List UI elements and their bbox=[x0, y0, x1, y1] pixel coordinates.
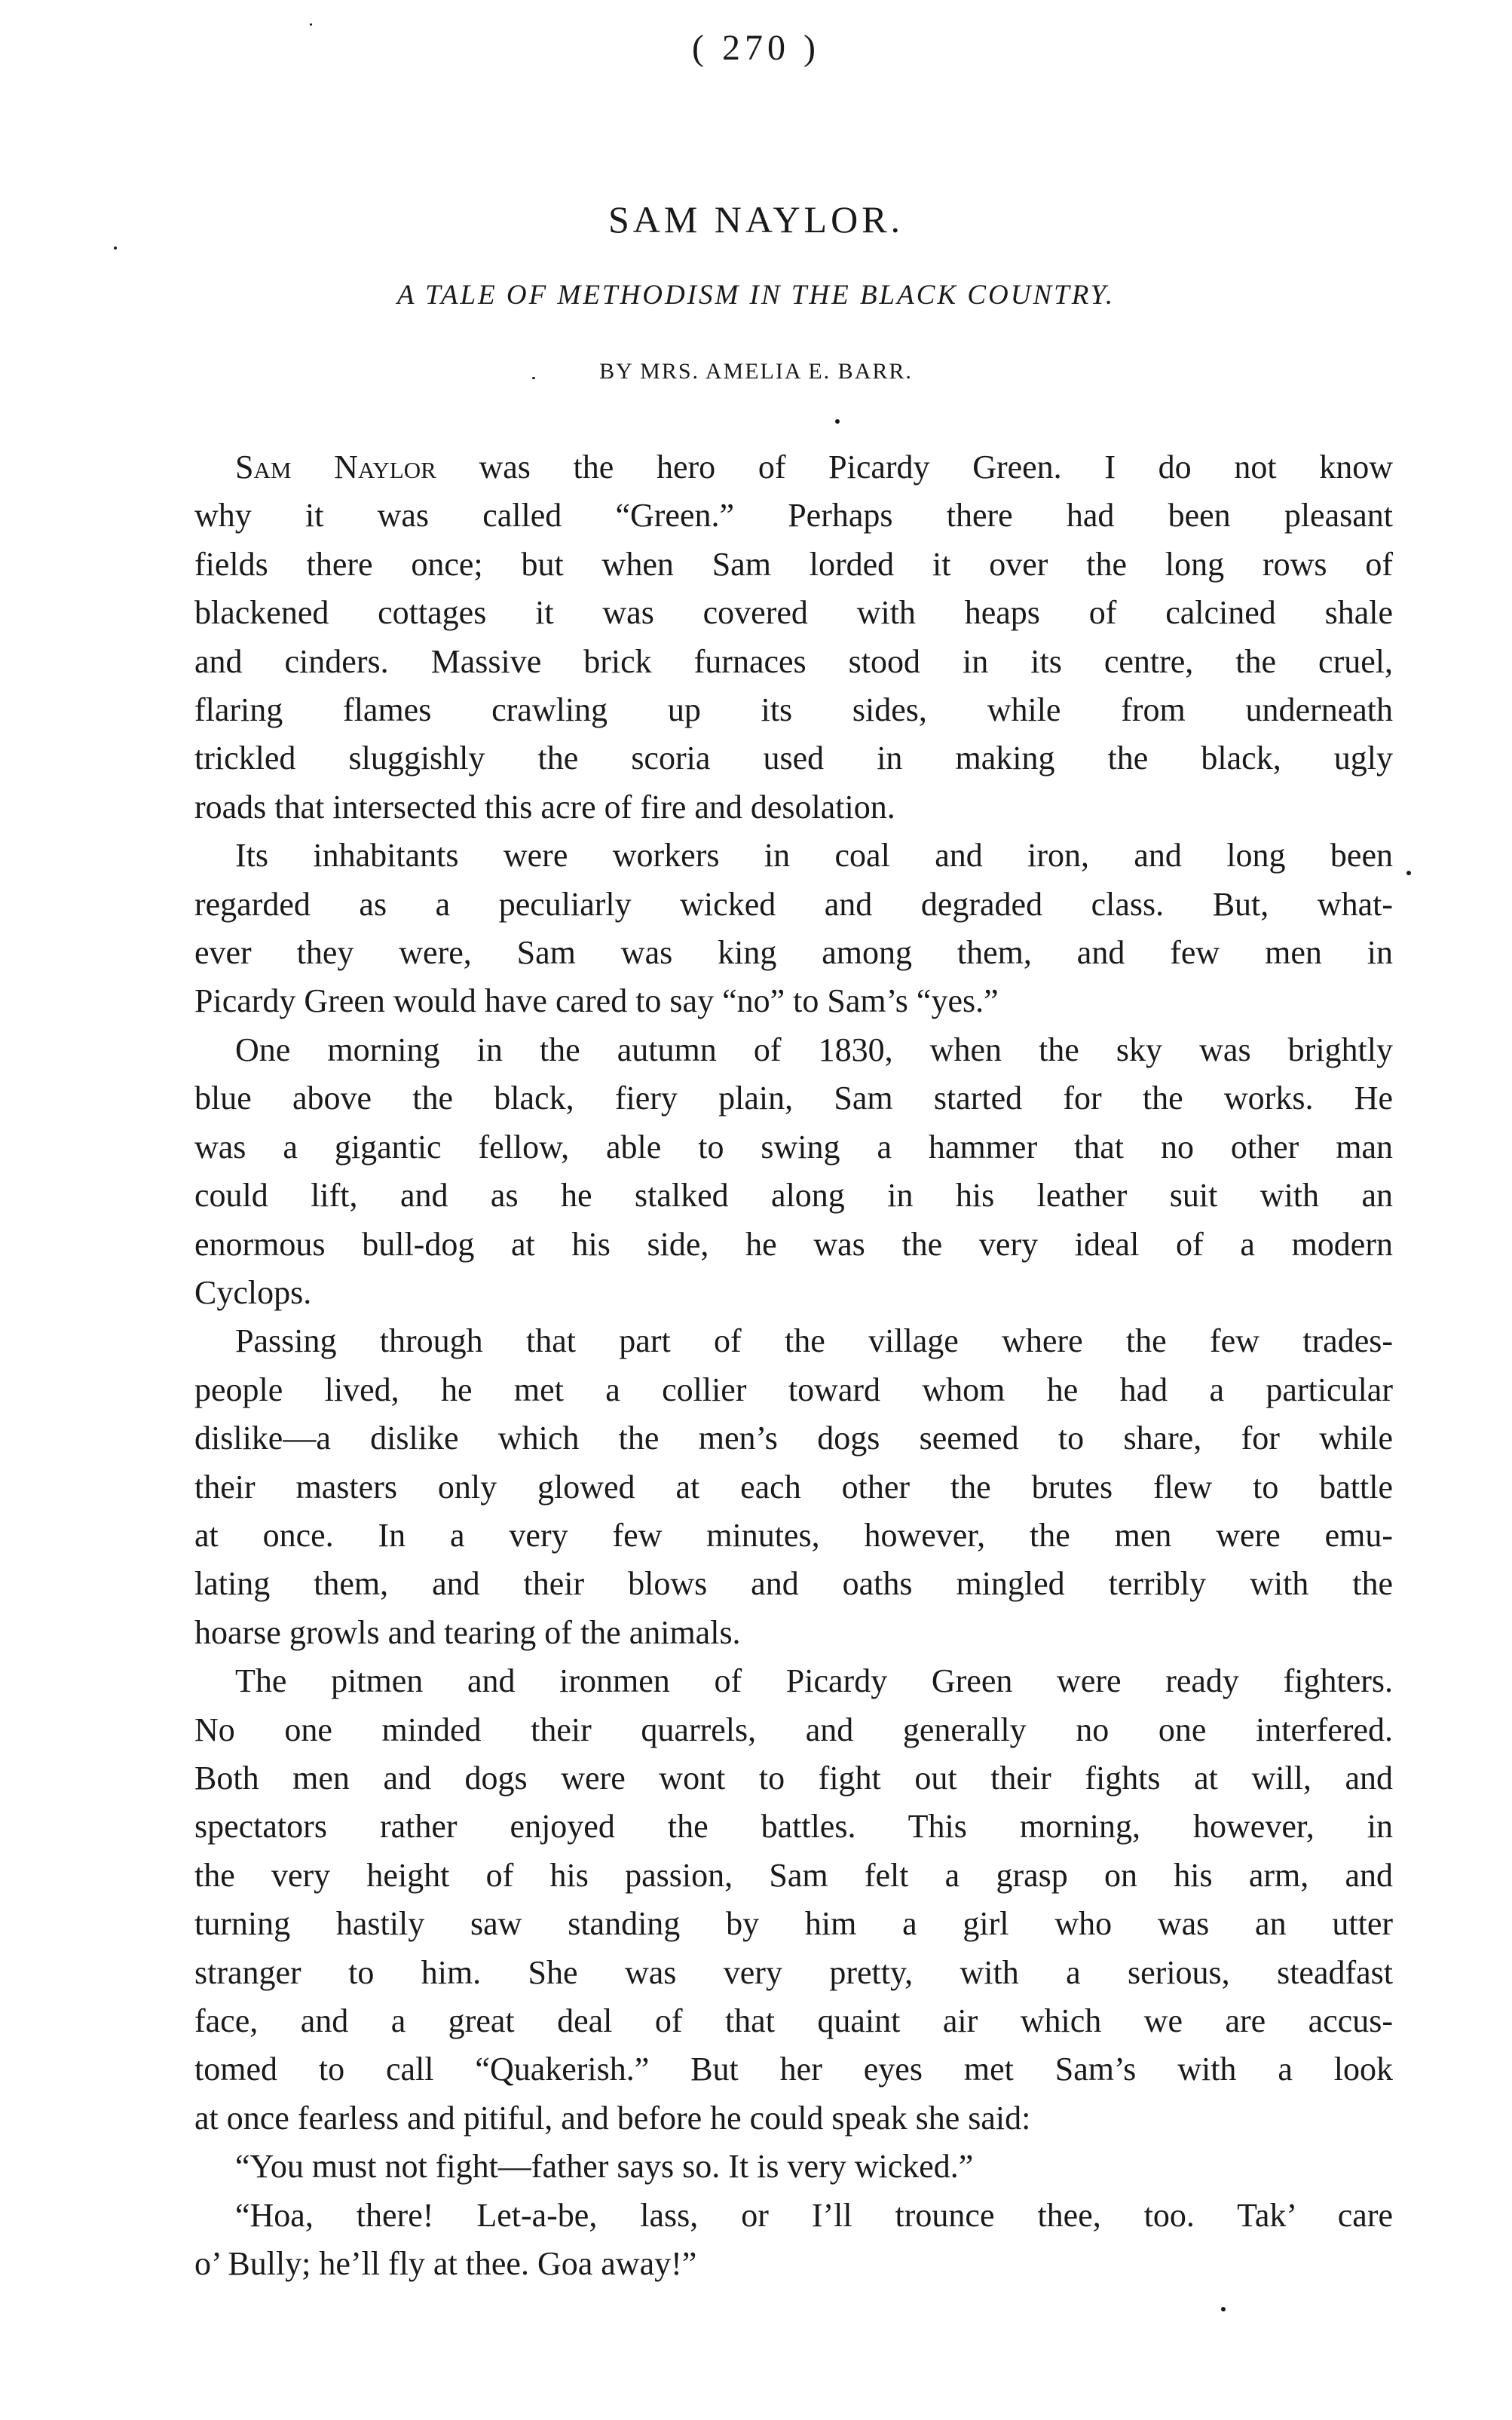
body-line: Passing through that part of the village where the few trades- bbox=[235, 1322, 1393, 1360]
body-line: their masters only glowed at each other the brutes flew to battle bbox=[194, 1468, 1393, 1506]
scan-speck bbox=[1221, 2307, 1226, 2311]
page-number: ( 270 ) bbox=[692, 28, 820, 68]
body-line: at once fearless and pitiful, and before he could speak she said: bbox=[194, 2099, 1031, 2137]
body-line: “Hoa, there! Let-a-be, lass, or I’ll trounce thee, too. Tak’ care bbox=[235, 2196, 1393, 2234]
body-line: spectators rather enjoyed the battles. This morning, however, in bbox=[194, 1808, 1393, 1846]
body-line: One morning in the autumn of 1830, when the sky was brightly bbox=[235, 1031, 1393, 1068]
body-line: enormous bull-dog at his side, he was the very ideal of a modern bbox=[194, 1225, 1393, 1263]
body-line: people lived, he met a collier toward whom he had a particular bbox=[194, 1371, 1393, 1408]
body-line: turning hastily saw standing by him a girl who was an utter bbox=[194, 1905, 1393, 1943]
article-body bbox=[194, 443, 1393, 2288]
body-line bbox=[194, 443, 1393, 492]
body-line: dislike—a dislike which the men’s dogs seemed to share, for while bbox=[194, 1420, 1393, 1457]
body-line: stranger to him. She was very pretty, with a serious, steadfast bbox=[194, 1953, 1393, 1991]
body-line-text: was the hero of Picardy Green. I do not know bbox=[436, 449, 1393, 486]
body-line: and cinders. Massive brick furnaces stood in its centre, the cruel, bbox=[194, 642, 1393, 680]
body-line: blue above the black, fiery plain, Sam started for the works. He bbox=[194, 1080, 1393, 1117]
body-line: the very height of his passion, Sam felt a grasp on his arm, and bbox=[194, 1856, 1393, 1894]
body-line: Picardy Green would have cared to say “no” to Sam’s “yes.” bbox=[194, 982, 999, 1020]
body-line: flaring flames crawling up its sides, while from underneath bbox=[194, 691, 1393, 729]
body-line: trickled sluggishly the scoria used in making the black, ugly bbox=[194, 740, 1393, 777]
body-line: regarded as a peculiarly wicked and degraded class. But, what- bbox=[194, 885, 1393, 923]
scan-speck bbox=[114, 247, 117, 250]
scan-speck bbox=[532, 377, 535, 379]
body-line: The pitmen and ironmen of Picardy Green were ready fighters. bbox=[235, 1662, 1393, 1700]
body-line: o’ Bully; he’ll fly at thee. Goa away!” bbox=[194, 2245, 697, 2283]
body-line: blackened cottages it was covered with heaps of calcined shale bbox=[194, 594, 1393, 632]
body-line: why it was called “Green.” Perhaps there had been pleasant bbox=[194, 497, 1393, 535]
body-line: Both men and dogs were wont to fight out their fights at will, and bbox=[194, 1759, 1393, 1797]
body-line: Cyclops. bbox=[194, 1273, 312, 1311]
body-line: Its inhabitants were workers in coal and iron, and long been bbox=[235, 837, 1393, 875]
body-line: was a gigantic fellow, able to swing a hammer that no other man bbox=[194, 1128, 1393, 1166]
scan-speck bbox=[310, 23, 312, 26]
article-byline: BY MRS. AMELIA E. BARR. bbox=[599, 359, 913, 384]
opening-name: Sam Naylor bbox=[235, 449, 436, 486]
body-line: could lift, and as he stalked along in his leather suit with an bbox=[194, 1177, 1393, 1215]
body-line: No one minded their quarrels, and generally no one interfered. bbox=[194, 1711, 1393, 1748]
body-line: hoarse growls and tearing of the animals. bbox=[194, 1613, 741, 1651]
body-line: tomed to call “Quakerish.” But her eyes met Sam’s with a look bbox=[194, 2051, 1393, 2088]
scan-speck bbox=[1406, 871, 1411, 875]
body-line: fields there once; but when Sam lorded it over the long rows of bbox=[194, 545, 1393, 583]
body-line: face, and a great deal of that quaint air which we are accus- bbox=[194, 2002, 1393, 2039]
article-subtitle: A TALE OF METHODISM IN THE BLACK COUNTRY. bbox=[396, 280, 1116, 311]
scan-speck bbox=[835, 419, 840, 424]
article-title: SAM NAYLOR. bbox=[608, 198, 904, 240]
body-line: roads that intersected this acre of fire and desolation. bbox=[194, 788, 895, 826]
body-line: lating them, and their blows and oaths mingled terribly with the bbox=[194, 1565, 1393, 1603]
body-line: ever they were, Sam was king among them, and few men in bbox=[194, 934, 1393, 972]
body-line: at once. In a very few minutes, however, the men were emu- bbox=[194, 1516, 1393, 1554]
body-line: “You must not fight—father says so. It is very wicked.” bbox=[235, 2148, 974, 2186]
